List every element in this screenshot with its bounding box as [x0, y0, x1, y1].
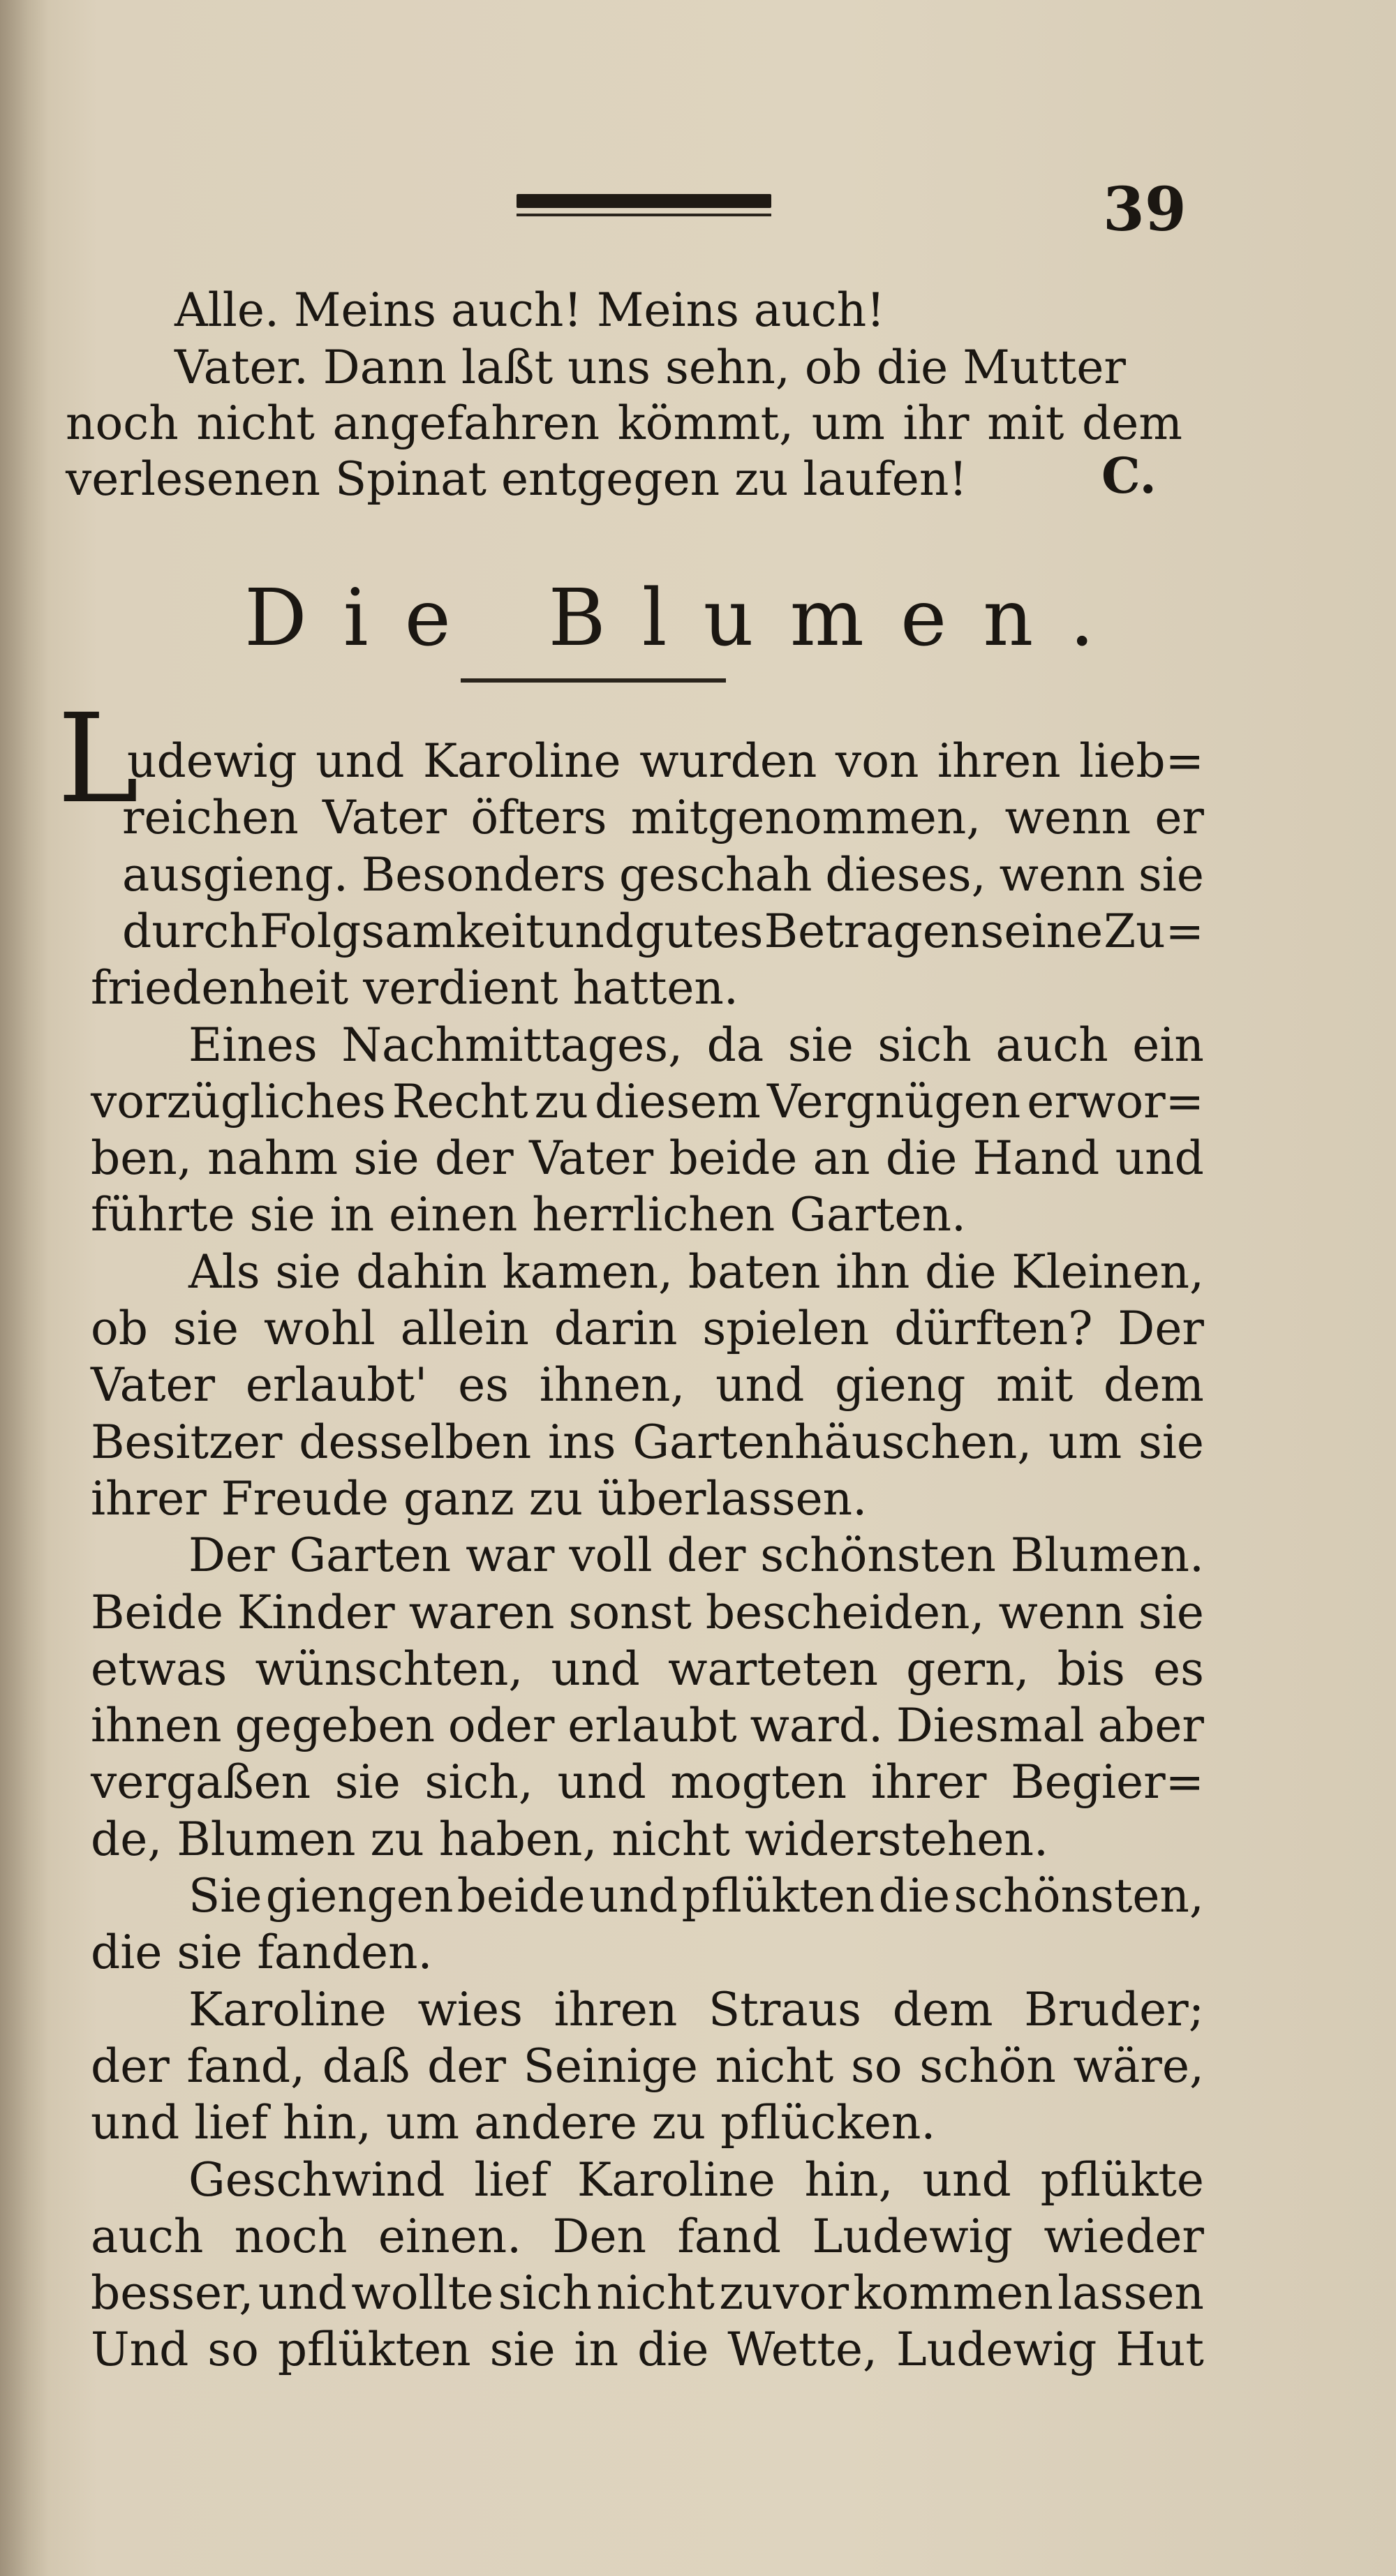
- story-line: Als sie dahin kamen, baten ihn die Kleinen,: [188, 1245, 1204, 1299]
- story-line: durch Folgsamkeit und gutes Betragen seine Zu=: [122, 904, 1204, 958]
- story-line: etwas wünschten, und warteten gern, bis es: [91, 1642, 1204, 1696]
- story-line: de, Blumen zu haben, nicht widerstehen.: [91, 1812, 1048, 1866]
- story-line: vorzügliches Recht zu diesem Vergnügen erwor=: [91, 1075, 1204, 1129]
- story-line: ihnen gegeben oder erlaubt ward. Diesmal aber: [91, 1699, 1204, 1752]
- story-line: Eines Nachmittages, da sie sich auch ein: [188, 1018, 1204, 1072]
- story-line: vergaßen sie sich, und mogten ihrer Begier=: [91, 1755, 1204, 1809]
- story-line: Und so pflükten sie in die Wette, Ludewig Hut: [91, 2323, 1204, 2376]
- story-line: Karoline wies ihren Straus dem Bruder;: [188, 1983, 1204, 2037]
- text-line: noch nicht angefahren kömmt, um ihr mit dem: [66, 396, 1182, 450]
- story-title: Die Blumen.: [244, 573, 1131, 664]
- story-line: Beide Kinder waren sonst bescheiden, wenn sie: [91, 1586, 1204, 1639]
- story-line: Der Garten war voll der schönsten Blumen.: [188, 1528, 1204, 1582]
- story-line: Sie giengen beide und pflükten die schönsten,: [188, 1869, 1204, 1923]
- story-line: Vater erlaubt' es ihnen, und gieng mit dem: [91, 1358, 1204, 1412]
- text-line: verlesenen Spinat entgegen zu laufen!: [66, 452, 967, 506]
- story-line: führte sie in einen herrlichen Garten.: [91, 1188, 966, 1242]
- story-line: ihrer Freude ganz zu überlassen.: [91, 1472, 868, 1526]
- story-line: reichen Vater öfters mitgenommen, wenn er: [122, 791, 1204, 844]
- drop-cap: L: [57, 687, 139, 831]
- story-line: auch noch einen. Den fand Ludewig wieder: [91, 2210, 1204, 2263]
- story-line: besser, und wollte sich nicht zuvor kommen lassen: [91, 2266, 1204, 2320]
- title-rule: [461, 678, 726, 683]
- story-line: friedenheit verdient hatten.: [91, 961, 738, 1015]
- story-line: ob sie wohl allein darin spielen dürften? Der: [91, 1302, 1204, 1355]
- story-line: Besitzer desselben ins Gartenhäuschen, um sie: [91, 1415, 1204, 1469]
- text-line: Vater. Dann laßt uns sehn, ob die Mutter: [174, 341, 1126, 394]
- header-rule: [517, 194, 771, 208]
- story-line: udewig und Karoline wurden von ihren lieb=: [127, 734, 1204, 788]
- author-signature: C.: [1101, 447, 1157, 505]
- story-line: ausgieng. Besonders geschah dieses, wenn sie: [122, 848, 1204, 902]
- story-line: ben, nahm sie der Vater beide an die Hand und: [91, 1131, 1204, 1185]
- story-line: der fand, daß der Seinige nicht so schön wäre,: [91, 2039, 1204, 2093]
- page-number: 39: [1103, 174, 1187, 245]
- text-line: Alle. Meins auch! Meins auch!: [174, 283, 885, 337]
- story-line: und lief hin, um andere zu pflücken.: [91, 2096, 936, 2150]
- story-line: die sie fanden.: [91, 1926, 433, 1979]
- story-line: Geschwind lief Karoline hin, und pflükte: [188, 2153, 1204, 2207]
